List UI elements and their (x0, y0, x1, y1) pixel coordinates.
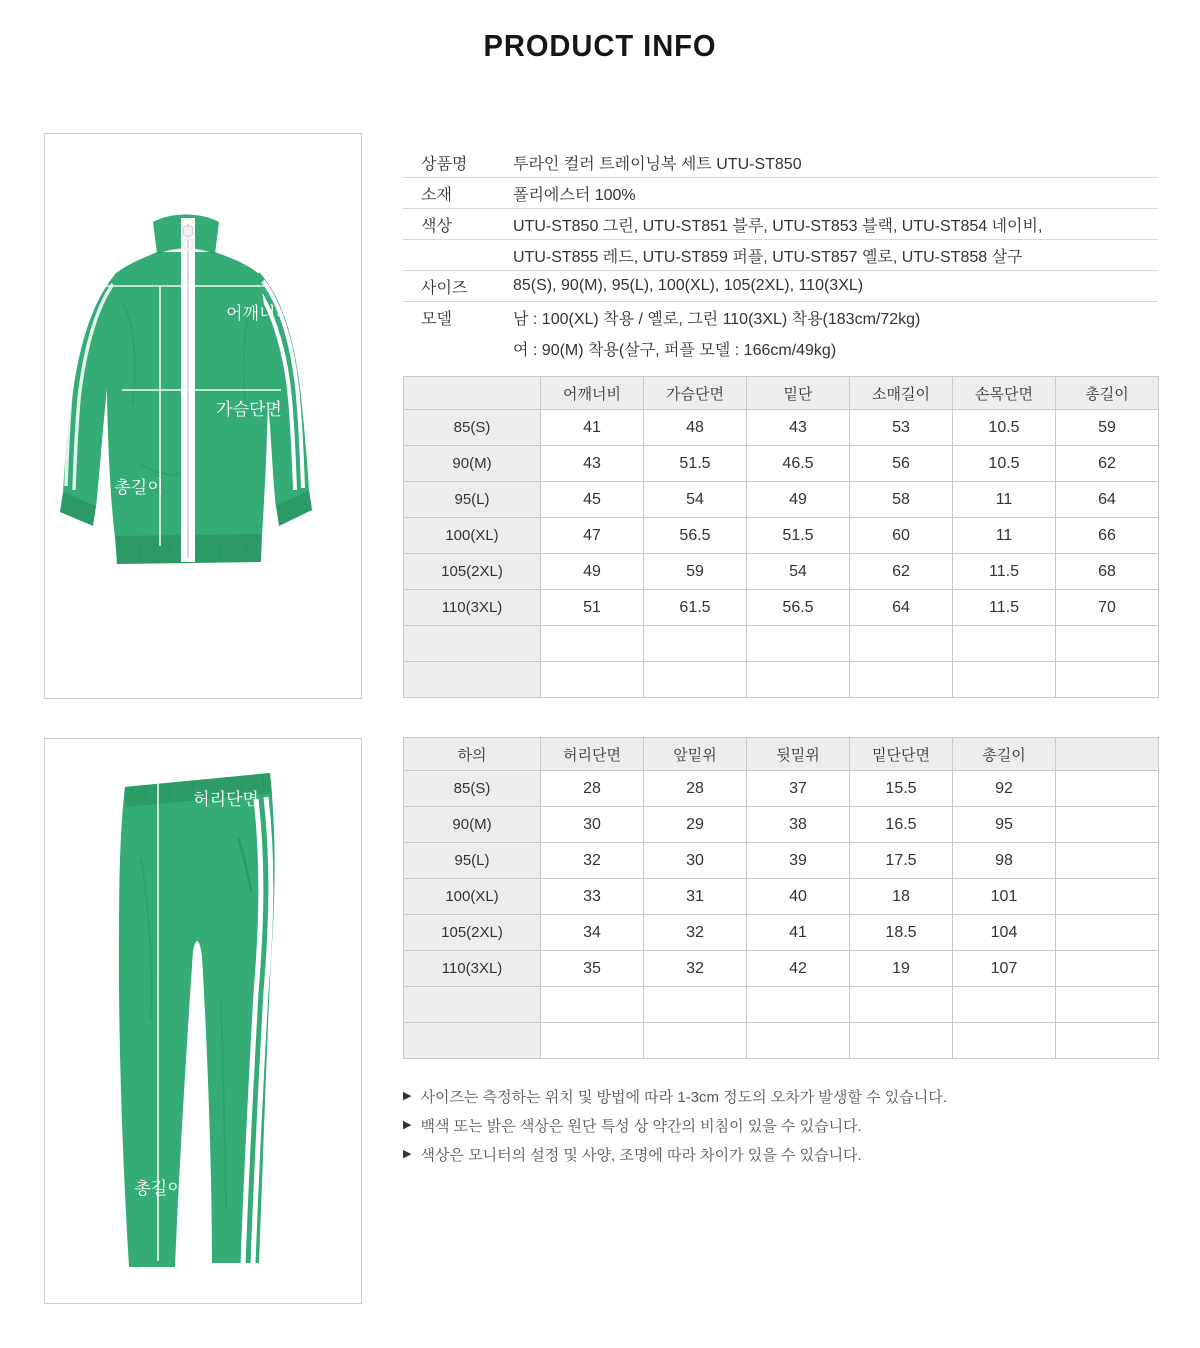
table-row (404, 518, 1159, 554)
table-cell: 39 (747, 843, 850, 879)
column-header: 총길이 (953, 738, 1056, 771)
table-cell (541, 987, 644, 1023)
table-cell: 62 (1056, 446, 1159, 482)
table-row (404, 843, 1159, 879)
table-cell: 43 (541, 446, 644, 482)
table-cell: 92 (953, 771, 1056, 807)
info-value: 85(S), 90(M), 95(L), 100(XL), 105(2XL), 110(3XL) (513, 277, 864, 294)
note-text: 사이즈는 측정하는 위치 및 방법에 따라 1-3cm 정도의 오차가 발생할 수 있습니다. (420, 1089, 947, 1106)
table-cell (953, 1023, 1056, 1059)
row-header (404, 1023, 541, 1059)
table-cell: 101 (953, 879, 1056, 915)
note-item (403, 1082, 1158, 1111)
table-cell: 59 (644, 554, 747, 590)
info-value: UTU-ST850 그린, UTU-ST851 블루, UTU-ST853 블랙, UTU-ST854 네이비, (513, 217, 1043, 235)
table-cell: 49 (541, 554, 644, 590)
table-header-row (404, 377, 1159, 410)
table-cell (1056, 1023, 1159, 1059)
table-cell: 19 (850, 951, 953, 987)
table-cell: 18.5 (850, 915, 953, 951)
table-row (404, 771, 1159, 807)
table-cell: 62 (850, 554, 953, 590)
row-header: 105(2XL) (404, 915, 541, 951)
table-cell: 60 (850, 518, 953, 554)
info-label: 상품명 (421, 155, 468, 173)
row-header (404, 987, 541, 1023)
product-image-pants (44, 738, 362, 1304)
table-cell (953, 987, 1056, 1023)
row-header: 110(3XL) (404, 951, 541, 987)
table-row (404, 662, 1159, 698)
table-cell: 32 (644, 915, 747, 951)
column-header (404, 377, 541, 410)
row-header (404, 626, 541, 662)
table-cell: 10.5 (953, 410, 1056, 446)
column-header (1056, 738, 1159, 771)
table-row (404, 915, 1159, 951)
table-cell (541, 1023, 644, 1059)
table-cell (1056, 626, 1159, 662)
row-header: 95(L) (404, 843, 541, 879)
table-cell: 28 (644, 771, 747, 807)
table-header-row (404, 738, 1159, 771)
notes-list (403, 1082, 1158, 1169)
info-value: UTU-ST855 레드, UTU-ST859 퍼플, UTU-ST857 옐로, UTU-ST858 살구 (513, 248, 1023, 266)
table-cell (1056, 807, 1159, 843)
table-cell (644, 1023, 747, 1059)
jacket-shoulder-label: 어깨너비 (226, 304, 292, 323)
note-item (403, 1111, 1158, 1140)
table-cell (747, 1023, 850, 1059)
table-cell: 11 (953, 482, 1056, 518)
table-cell: 16.5 (850, 807, 953, 843)
pants-waist-label: 허리단면 (193, 790, 259, 809)
table-cell (747, 662, 850, 698)
table-cell: 49 (747, 482, 850, 518)
info-label: 모델 (421, 311, 452, 328)
info-row-model-2 (403, 333, 1158, 364)
table-row (404, 626, 1159, 662)
note-text: 색상은 모니터의 설정 및 사양, 조명에 따라 차이가 있을 수 있습니다. (420, 1147, 862, 1164)
info-value: 투라인 컬러 트레이닝복 세트 UTU-ST850 (513, 155, 802, 173)
table-cell: 45 (541, 482, 644, 518)
note-text: 백색 또는 밝은 색상은 원단 특성 상 약간의 비침이 있을 수 있습니다. (420, 1118, 862, 1135)
spec-table-bottom (403, 737, 1159, 1059)
note-item (403, 1140, 1158, 1169)
table-cell: 35 (541, 951, 644, 987)
column-header: 밑단 (747, 377, 850, 410)
table-cell: 98 (953, 843, 1056, 879)
note-arrow-icon: ▶ (403, 1090, 412, 1102)
table-cell: 51 (541, 590, 644, 626)
table-cell: 56.5 (644, 518, 747, 554)
table-cell: 68 (1056, 554, 1159, 590)
column-header: 가슴단면 (644, 377, 747, 410)
table-cell (953, 662, 1056, 698)
table-cell: 31 (644, 879, 747, 915)
info-value: 폴리에스터 100% (513, 186, 636, 204)
row-header: 90(M) (404, 446, 541, 482)
jacket-illustration (45, 134, 361, 698)
table-cell (1056, 987, 1159, 1023)
table-cell: 58 (850, 482, 953, 518)
table-cell: 64 (850, 590, 953, 626)
table-row (404, 1023, 1159, 1059)
table-cell (1056, 843, 1159, 879)
column-header: 총길이 (1056, 377, 1159, 410)
table-cell: 56 (850, 446, 953, 482)
row-header (404, 662, 541, 698)
info-row-colors-1 (403, 209, 1158, 240)
table-cell: 32 (541, 843, 644, 879)
info-label: 색상 (421, 217, 452, 235)
table-cell: 11 (953, 518, 1056, 554)
table-cell: 64 (1056, 482, 1159, 518)
table-cell (644, 662, 747, 698)
table-cell: 53 (850, 410, 953, 446)
spec-table-top (403, 376, 1159, 698)
table-cell: 11.5 (953, 554, 1056, 590)
table-cell: 107 (953, 951, 1056, 987)
table-cell: 47 (541, 518, 644, 554)
table-cell: 28 (541, 771, 644, 807)
pants-length-label: 총길이 (134, 1179, 184, 1198)
table-cell: 51.5 (644, 446, 747, 482)
table-cell (644, 987, 747, 1023)
table-cell: 95 (953, 807, 1056, 843)
row-header: 90(M) (404, 807, 541, 843)
table-row (404, 807, 1159, 843)
table-row (404, 554, 1159, 590)
info-row-model-1 (403, 302, 1158, 333)
table-row (404, 482, 1159, 518)
table-row (404, 410, 1159, 446)
row-header: 100(XL) (404, 879, 541, 915)
table-cell: 54 (644, 482, 747, 518)
table-cell: 34 (541, 915, 644, 951)
table-cell (644, 626, 747, 662)
row-header: 100(XL) (404, 518, 541, 554)
info-row-colors-2 (403, 240, 1158, 271)
column-header: 하의 (404, 738, 541, 771)
table-cell: 66 (1056, 518, 1159, 554)
info-row-material (403, 178, 1158, 209)
table-cell: 40 (747, 879, 850, 915)
table-cell: 48 (644, 410, 747, 446)
table-cell: 104 (953, 915, 1056, 951)
table-cell (541, 662, 644, 698)
info-row-product-name (403, 147, 1158, 178)
table-cell: 70 (1056, 590, 1159, 626)
info-label: 소재 (421, 186, 452, 204)
table-cell (850, 987, 953, 1023)
table-cell (541, 626, 644, 662)
table-row (404, 951, 1159, 987)
column-header: 허리단면 (541, 738, 644, 771)
table-cell (1056, 951, 1159, 987)
row-header: 85(S) (404, 410, 541, 446)
table-cell (1056, 915, 1159, 951)
table-cell (1056, 879, 1159, 915)
table-cell: 54 (747, 554, 850, 590)
table-cell: 29 (644, 807, 747, 843)
table-cell: 51.5 (747, 518, 850, 554)
table-cell (747, 987, 850, 1023)
column-header: 밑단단면 (850, 738, 953, 771)
table-cell (953, 626, 1056, 662)
jacket-chest-label: 가슴단면 (216, 400, 282, 419)
product-image-jacket (44, 133, 362, 699)
table-cell: 41 (747, 915, 850, 951)
table-row (404, 590, 1159, 626)
column-header: 뒷밑위 (747, 738, 850, 771)
table-cell: 30 (541, 807, 644, 843)
table-cell (747, 626, 850, 662)
table-cell: 56.5 (747, 590, 850, 626)
table-cell (1056, 662, 1159, 698)
info-value: 여 : 90(M) 착용(살구, 퍼플 모델 : 166cm/49kg) (513, 342, 837, 359)
row-header: 85(S) (404, 771, 541, 807)
row-header: 110(3XL) (404, 590, 541, 626)
table-cell: 61.5 (644, 590, 747, 626)
page-title: PRODUCT INFO (483, 28, 717, 63)
table-cell (850, 626, 953, 662)
table-row (404, 987, 1159, 1023)
table-cell: 17.5 (850, 843, 953, 879)
note-arrow-icon: ▶ (403, 1119, 412, 1131)
table-row (404, 446, 1159, 482)
note-arrow-icon: ▶ (403, 1148, 412, 1160)
table-cell: 15.5 (850, 771, 953, 807)
table-cell: 41 (541, 410, 644, 446)
table-cell (850, 1023, 953, 1059)
table-cell: 38 (747, 807, 850, 843)
table-cell: 43 (747, 410, 850, 446)
table-cell (1056, 771, 1159, 807)
jacket-length-label: 총길이 (114, 478, 164, 497)
table-cell: 18 (850, 879, 953, 915)
table-row (404, 879, 1159, 915)
table-cell: 11.5 (953, 590, 1056, 626)
column-header: 손목단면 (953, 377, 1056, 410)
table-cell: 30 (644, 843, 747, 879)
table-cell (850, 662, 953, 698)
table-cell: 33 (541, 879, 644, 915)
column-header: 앞밑위 (644, 738, 747, 771)
table-cell: 10.5 (953, 446, 1056, 482)
table-cell: 46.5 (747, 446, 850, 482)
row-header: 105(2XL) (404, 554, 541, 590)
table-cell: 59 (1056, 410, 1159, 446)
table-cell: 32 (644, 951, 747, 987)
info-label: 사이즈 (421, 279, 468, 297)
product-info-list (403, 147, 1158, 364)
column-header: 소매길이 (850, 377, 953, 410)
info-row-sizes (403, 271, 1158, 302)
info-value: 남 : 100(XL) 착용 / 옐로, 그린 110(3XL) 착용(183cm/72kg) (513, 311, 921, 328)
table-cell: 42 (747, 951, 850, 987)
pants-illustration (45, 739, 361, 1303)
column-header: 어깨너비 (541, 377, 644, 410)
row-header: 95(L) (404, 482, 541, 518)
table-cell: 37 (747, 771, 850, 807)
